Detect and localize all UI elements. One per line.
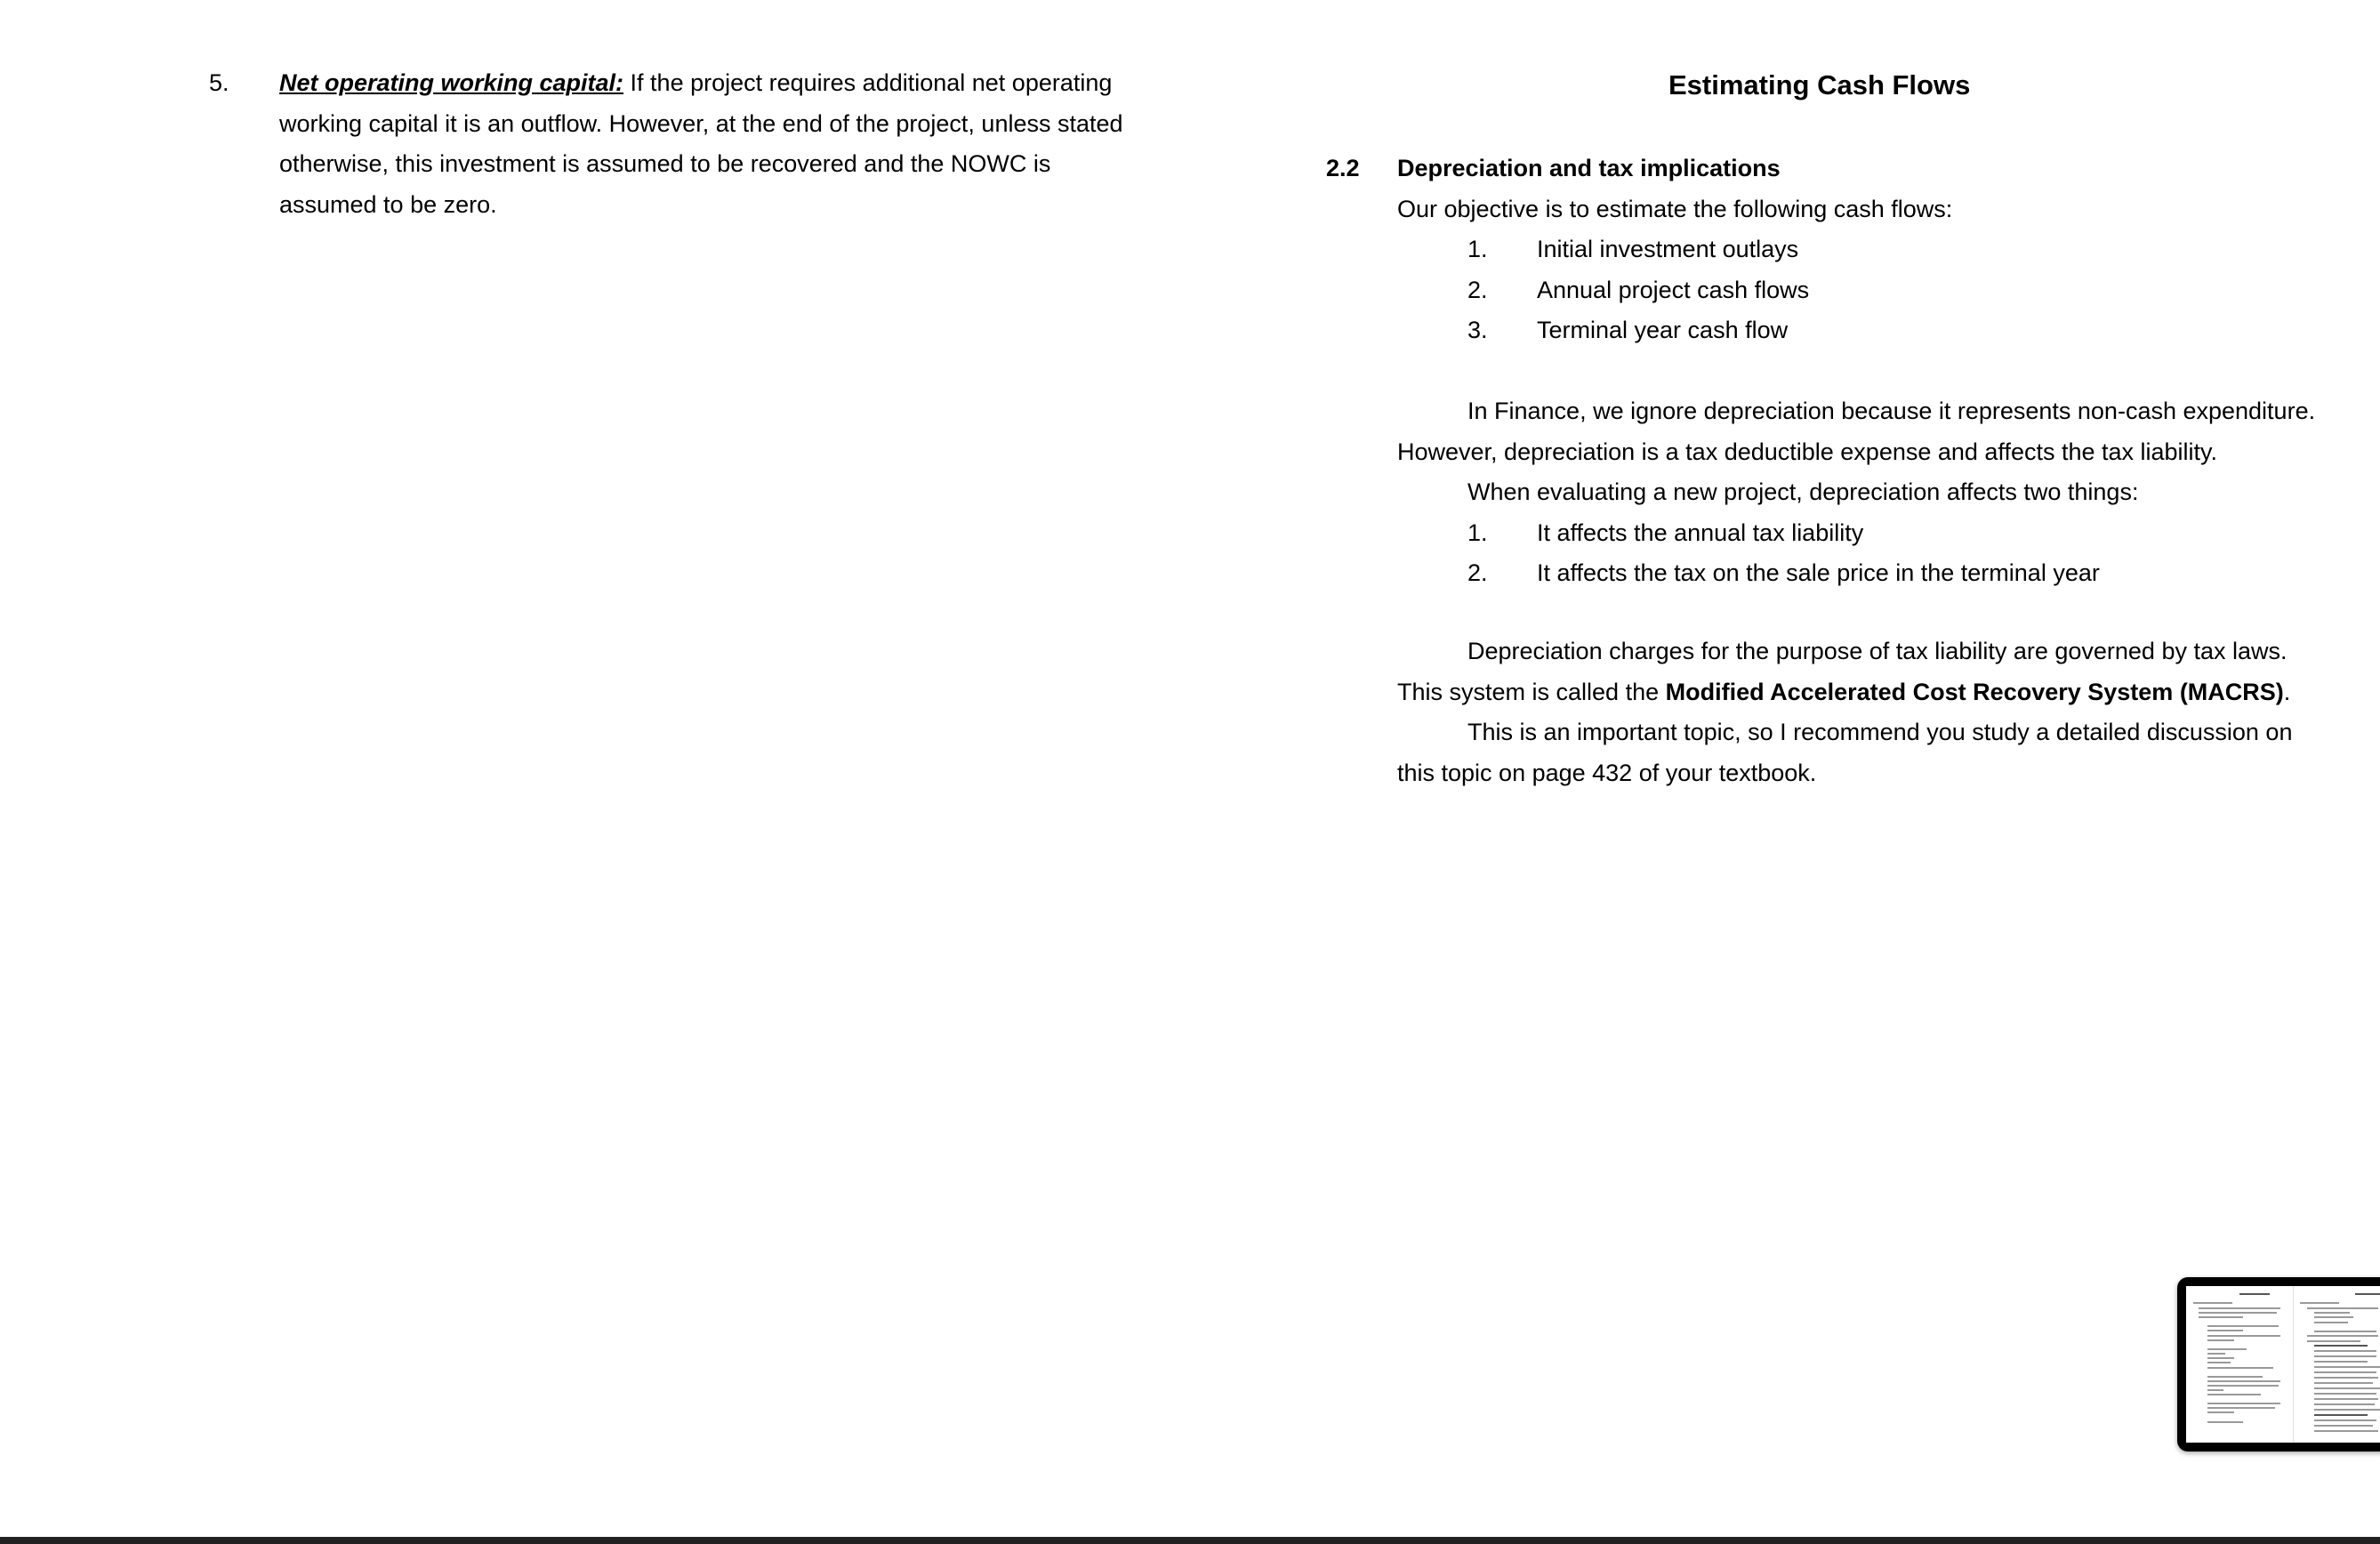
macrs-paragraph-line-1: Depreciation charges for the purpose of tax liability are governed by tax laws.	[1467, 638, 2288, 664]
objective-item-text: Annual project cash flows	[1537, 276, 1810, 303]
bottom-border	[0, 1537, 2380, 1544]
effect-item-number: 2.	[1467, 559, 1488, 586]
objective-item-number: 1.	[1467, 236, 1488, 262]
objective-item-number: 3.	[1467, 317, 1488, 343]
left-page	[0, 0, 1190, 1537]
nowc-term: Net operating working capital:	[279, 69, 624, 96]
recommend-paragraph-line-2: this topic on page 432 of your textbook.	[1397, 759, 1817, 786]
page-thumbnail-preview[interactable]	[2177, 1277, 2380, 1452]
effect-item-text: It affects the annual tax liability	[1537, 519, 1864, 546]
thumbnail-page-image	[2186, 1286, 2380, 1443]
macrs-term: Modified Accelerated Cost Recovery System (MACRS)	[1665, 678, 2284, 705]
nowc-paragraph-line-4: assumed to be zero.	[279, 190, 497, 218]
page-title: Estimating Cash Flows	[1668, 69, 1971, 101]
nowc-paragraph-line-2: working capital it is an outflow. However, at the end of the project, unless stated	[279, 109, 1123, 137]
objective-item-number: 2.	[1467, 276, 1488, 303]
effect-item-number: 1.	[1467, 519, 1488, 546]
objective-item-text: Initial investment outlays	[1537, 236, 1799, 262]
finance-paragraph-line-2: However, depreciation is a tax deductible expense and affects the tax liability.	[1397, 438, 2218, 465]
macrs-prefix: This system is called the	[1397, 678, 1666, 705]
nowc-text-1: If the project requires additional net operating	[623, 69, 1113, 96]
section-title: Depreciation and tax implications	[1397, 155, 1781, 181]
effect-item-text: It affects the tax on the sale price in the terminal year	[1537, 559, 2100, 586]
nowc-paragraph-line-1	[279, 63, 1112, 104]
objective-item-text: Terminal year cash flow	[1537, 317, 1789, 343]
macrs-paragraph-line-2	[1397, 672, 2290, 713]
objective-intro: Our objective is to estimate the following cash flows:	[1397, 195, 1953, 222]
recommend-paragraph-line-1: This is an important topic, so I recommend you study a detailed discussion on	[1467, 719, 2293, 745]
section-number: 2.2	[1326, 155, 1360, 181]
list-item-number: 5.	[209, 69, 229, 96]
finance-paragraph-line-1: In Finance, we ignore depreciation because it represents non-cash expenditure.	[1467, 398, 2316, 424]
nowc-paragraph-line-3: otherwise, this investment is assumed to be recovered and the NOWC is	[279, 150, 1051, 177]
macrs-suffix: .	[2283, 678, 2291, 705]
evaluating-intro: When evaluating a new project, depreciation affects two things:	[1467, 478, 2139, 505]
